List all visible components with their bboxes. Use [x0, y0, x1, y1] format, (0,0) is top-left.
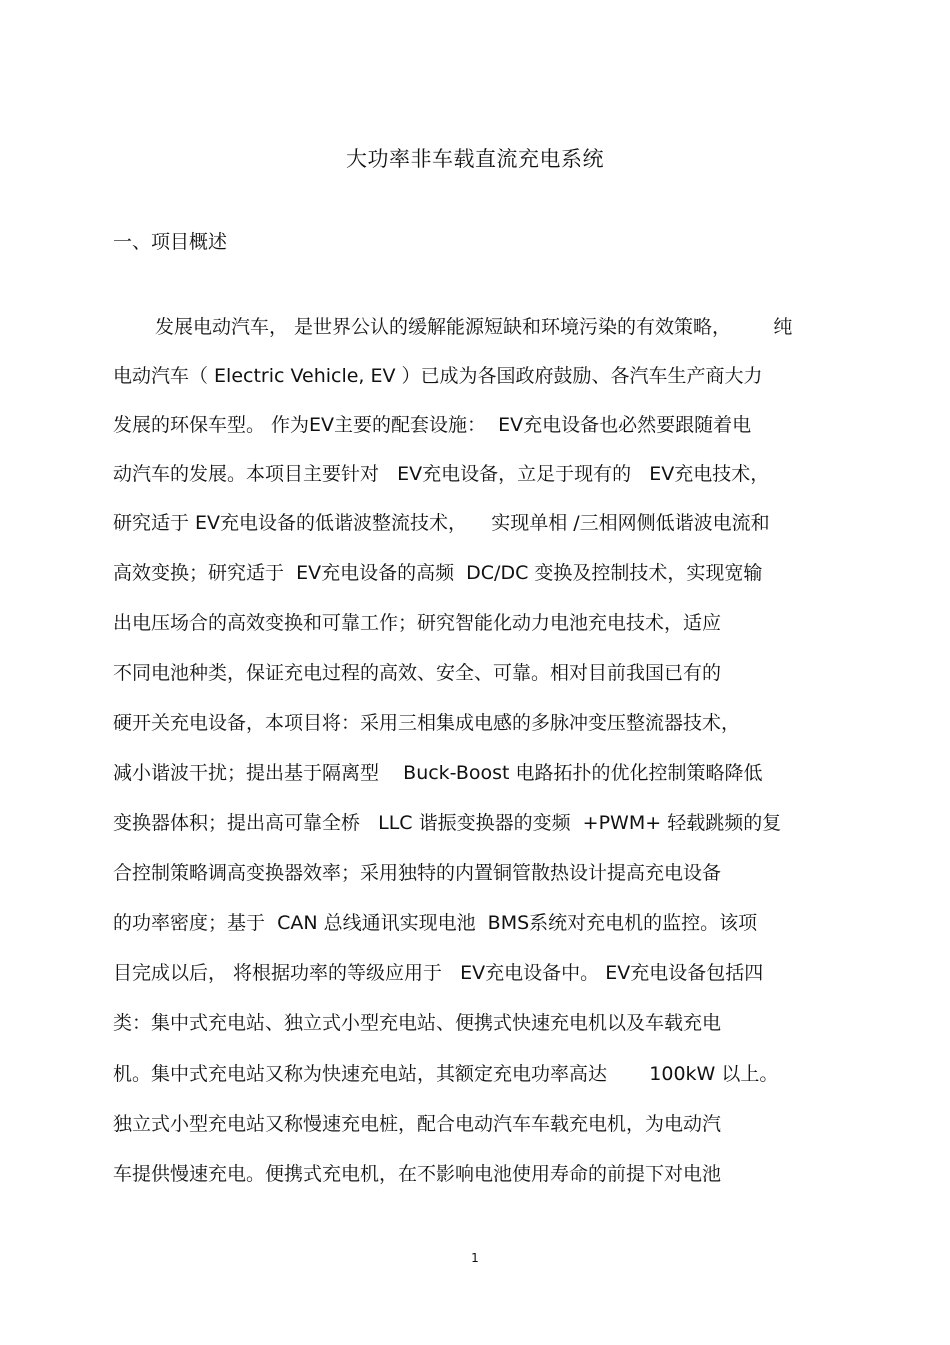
- paragraph-line: 动汽车的发展。本项目主要针对 EV充电设备，立足于现有的 EV充电技术，: [113, 463, 770, 485]
- document-title: 大功率非车载直流充电系统: [346, 147, 604, 171]
- paragraph-line: 合控制策略调高变换器效率；采用独特的内置铜管散热设计提高充电设备: [113, 862, 722, 884]
- paragraph-line: 的功率密度；基于 CAN 总线通讯实现电池 BMS系统对充电机的监控。该项: [113, 912, 758, 934]
- paragraph-line: 目完成以后， 将根据功率的等级应用于 EV充电设备中。 EV充电设备包括四: [113, 962, 764, 984]
- paragraph-line: 出电压场合的高效变换和可靠工作；研究智能化动力电池充电技术，适应: [113, 612, 722, 634]
- section-heading: 一、项目概述: [113, 231, 228, 253]
- paragraph-line: 电动汽车（ Electric Vehicle, EV ）已成为各国政府鼓励、各汽车生产商大力: [113, 365, 763, 387]
- paragraph-line: 不同电池种类，保证充电过程的高效、安全、可靠。相对目前我国已有的: [113, 662, 722, 684]
- paragraph-line: 类：集中式充电站、独立式小型充电站、便携式快速充电机以及车载充电: [113, 1012, 722, 1034]
- paragraph-line: 机。集中式充电站又称为快速充电站，其额定充电功率高达 100kW 以上。: [113, 1063, 779, 1085]
- paragraph-line: 发展的环保车型。 作为EV主要的配套设施： EV充电设备也必然要跟随着电: [113, 414, 752, 436]
- page-number: 1: [471, 1251, 479, 1265]
- paragraph-line: 减小谐波干扰；提出基于隔离型 Buck-Boost 电路拓扑的优化控制策略降低: [113, 762, 763, 784]
- paragraph-line: 独立式小型充电站又称慢速充电桩，配合电动汽车车载充电机，为电动汽: [113, 1113, 722, 1135]
- paragraph-line: 车提供慢速充电。便携式充电机，在不影响电池使用寿命的前提下对电池: [113, 1163, 722, 1185]
- paragraph-line: 变换器体积；提出高可靠全桥 LLC 谐振变换器的变频 +PWM+ 轻载跳频的复: [113, 812, 782, 834]
- paragraph-line: 研究适于 EV充电设备的低谐波整流技术， 实现单相 /三相网侧低谐波电流和: [113, 512, 770, 534]
- paragraph-line: 发展电动汽车， 是世界公认的缓解能源短缺和环境污染的有效策略， 纯: [155, 316, 793, 338]
- paragraph-line: 高效变换；研究适于 EV充电设备的高频 DC/DC 变换及控制技术，实现宽输: [113, 562, 763, 584]
- paragraph-line: 硬开关充电设备，本项目将：采用三相集成电感的多脉冲变压整流器技术，: [113, 712, 741, 734]
